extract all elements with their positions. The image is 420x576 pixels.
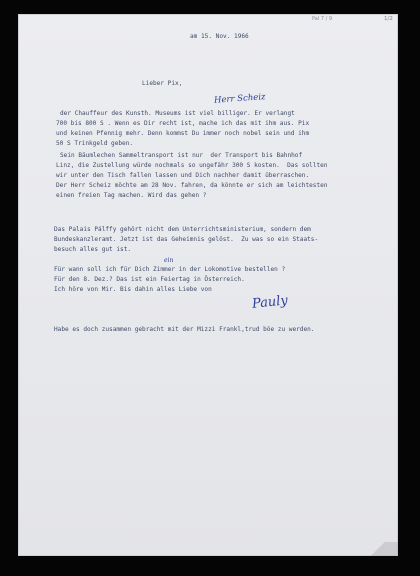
- paragraph-2-line: einen freien Tag machen. Wird das gehen ?: [56, 192, 207, 199]
- paragraph-4-line: Für den 8. Dez.? Das ist ein Feiertag in Österreich.: [54, 276, 245, 283]
- handwritten-insertion-ein: ein: [164, 257, 174, 264]
- salutation: Lieber Pix,: [142, 80, 183, 87]
- paragraph-2-line: Der Herr Scheiz möchte am 28 Nov. fahren, da könnte er sich am leichtesten: [56, 182, 328, 189]
- paragraph-2-line: wir unter den Tisch fallen lassen und Dich nachher damit überraschen.: [56, 172, 310, 179]
- postscript: Habe es doch zusammen gebracht mit der Mizzi Frankl,trud böe zu werden.: [54, 326, 315, 333]
- letter-sheet: [18, 14, 398, 556]
- handwritten-insertion-herr-scheiz: Herr Scheiz: [213, 92, 266, 106]
- paragraph-3-line: Das Palais Pálffy gehört nicht dem Unterrichtsministerium, sondern dem: [54, 226, 311, 233]
- archive-reference: Pal 7 / 9: [312, 16, 333, 22]
- paragraph-1-line: 700 bis 800 S . Wenn es Dir recht ist, mache ich das mit ihm aus. Pix: [56, 120, 310, 127]
- handwritten-signature: Pauly: [251, 293, 289, 312]
- paragraph-3-line: Bundeskanzleramt. Jetzt ist das Geheimnis gelöst. Zu was so ein Staats-: [54, 236, 319, 243]
- paragraph-1-line: der Chauffeur des Kunsth. Museums ist viel billiger. Er verlangt: [60, 110, 295, 117]
- paragraph-1-line: und keinen Pfennig mehr. Denn kommst Du immer noch nobel sein und ihm: [56, 130, 310, 137]
- paragraph-2-line: Sein Bäumlechen Sammeltransport ist nur der Transport bis Bahnhof: [60, 152, 303, 159]
- paragraph-3-line: besuch alles gut ist.: [54, 246, 132, 253]
- paragraph-4-line: Für wann soll ich für Dich Zimmer in der Lokomotive bestellen ?: [54, 266, 286, 273]
- date-line: am 15. Nov. 1966: [190, 33, 249, 40]
- page-number: 1/2: [384, 16, 393, 22]
- paragraph-4-line: Ich höre von Mir. Bis dahin alles Liebe von: [54, 286, 212, 293]
- paragraph-1-line: 50 S Trinkgeld geben.: [56, 140, 134, 147]
- paragraph-2-line: Linz, die Zustellung würde nochmals so ungefähr 300 S kosten. Das sollten: [56, 162, 328, 169]
